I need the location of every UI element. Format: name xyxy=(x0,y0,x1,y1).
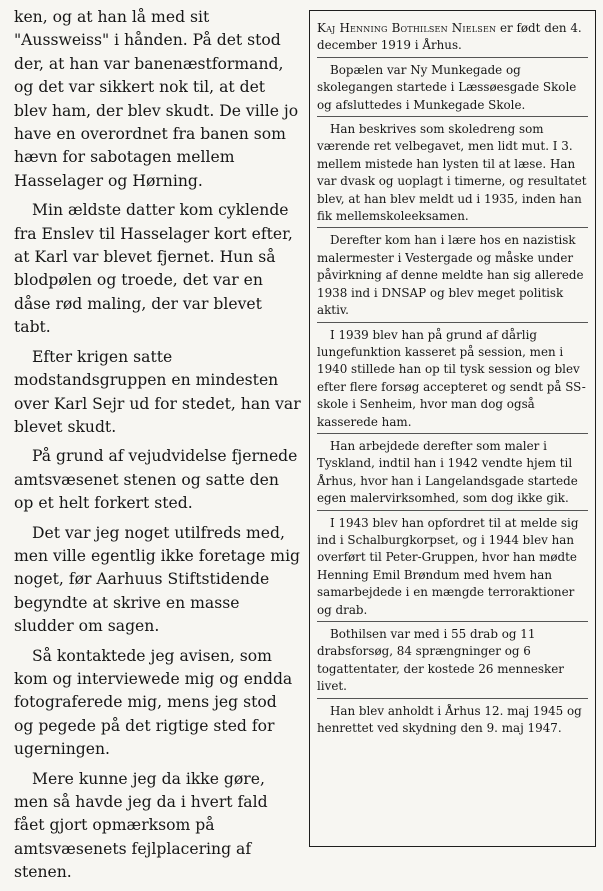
body-paragraph: ken, og at han lå med sit "Aussweiss" i hånden. På det stod der, at han var banenæstformand, og det var sikkert nok til, at det blev ham, der blev skudt. De ville jo have en overordnet fra banen som hævn for sabotagen mellem Hasselager og Hørning. xyxy=(14,8,299,190)
body-paragraph: Det var jeg noget utilfreds med, men ville egentlig ikke foretage mig noget, før Aarhuus Stiftstidende begyndte at skrive en masse sludder om sagen. xyxy=(14,523,301,636)
sidebar-paragraph: Bopælen var Ny Munkegade og skolegangen startede i Læssøesgade Skole og afsluttedes i Munkegade Skole. xyxy=(317,62,588,117)
sidebar-paragraph: Han arbejdede derefter som maler i Tyskland, indtil han i 1942 vendte hjem til Århus, hvor han i Langelandsgade startede egen malervirksomhed, som dog ikke gik. xyxy=(317,438,588,511)
body-paragraph: Mere kunne jeg da ikke gøre, men så havde jeg da i hvert fald fået gjort opmærksom på amtsvæsenets fejlplacering af stenen. xyxy=(14,769,268,882)
sidebar-paragraph: Derefter kom han i lære hos en nazistisk malermester i Vestergade og måske under påvirkning af denne meldte han sig allerede 1938 ind i DNSAP og blev meget politisk aktiv. xyxy=(317,232,588,322)
sidebar-paragraph: Han blev anholdt i Århus 12. maj 1945 og henrettet ved skydning den 9. maj 1947. xyxy=(317,703,582,736)
sidebar-paragraph: Han beskrives som skoledreng som værende ret velbegavet, men lidt mut. I 3. mellem mistede han lysten til at læse. Han var dvask og uoplagt i timerne, og resultatet blev, at han blev meldt ud i 1935, inden han fik mellemskoleeksamen. xyxy=(317,121,588,228)
sidebar-person-name: Kaj Henning Bothilsen Nielsen xyxy=(317,21,497,35)
body-paragraph: Så kontaktede jeg avisen, som kom og interviewede mig og endda fotograferede mig, mens jeg stod og pegede på det rigtige sted for ugerningen. xyxy=(14,646,293,759)
sidebar-paragraph: Bothilsen var med i 55 drab og 11 drabsforsøg, 84 sprængninger og 6 togattentater, der kostede 26 mennesker livet. xyxy=(317,626,588,699)
main-text-column xyxy=(14,6,301,891)
sidebar-paragraph: I 1943 blev han opfordret til at melde sig ind i Schalburgkorpset, og i 1944 blev han overført til Peter-Gruppen, hvor han mødte Henning Emil Brøndum med hvem han samarbejdede i en mængde terroraktioner og drab. xyxy=(317,515,588,622)
body-paragraph: På grund af vejudvidelse fjernede amtsvæsenet stenen og satte den op et helt forkert sted. xyxy=(14,447,298,513)
body-paragraph: Min ældste datter kom cyklende fra Enslev til Hasselager kort efter, at Karl var blevet fjernet. Hun så blodpølen og troede, det var en dåse rød maling, der var blevet tabt. xyxy=(14,201,293,337)
sidebar-paragraph: I 1939 blev han på grund af dårlig lungefunktion kasseret på session, men i 1940 stillede han op til tysk session og blev efter flere forsøg accepteret og sendt på SS-skole i Senheim, hvor man dog også kasserede ham. xyxy=(317,327,588,434)
sidebar-intro xyxy=(317,20,588,58)
biography-sidebar-box xyxy=(309,10,596,847)
body-paragraph: Efter krigen satte modstandsgruppen en mindesten over Karl Sejr ud for stedet, han var blevet skudt. xyxy=(14,347,301,436)
sidebar-intro-text: er født den 4. december 1919 i Århus. xyxy=(317,21,582,53)
